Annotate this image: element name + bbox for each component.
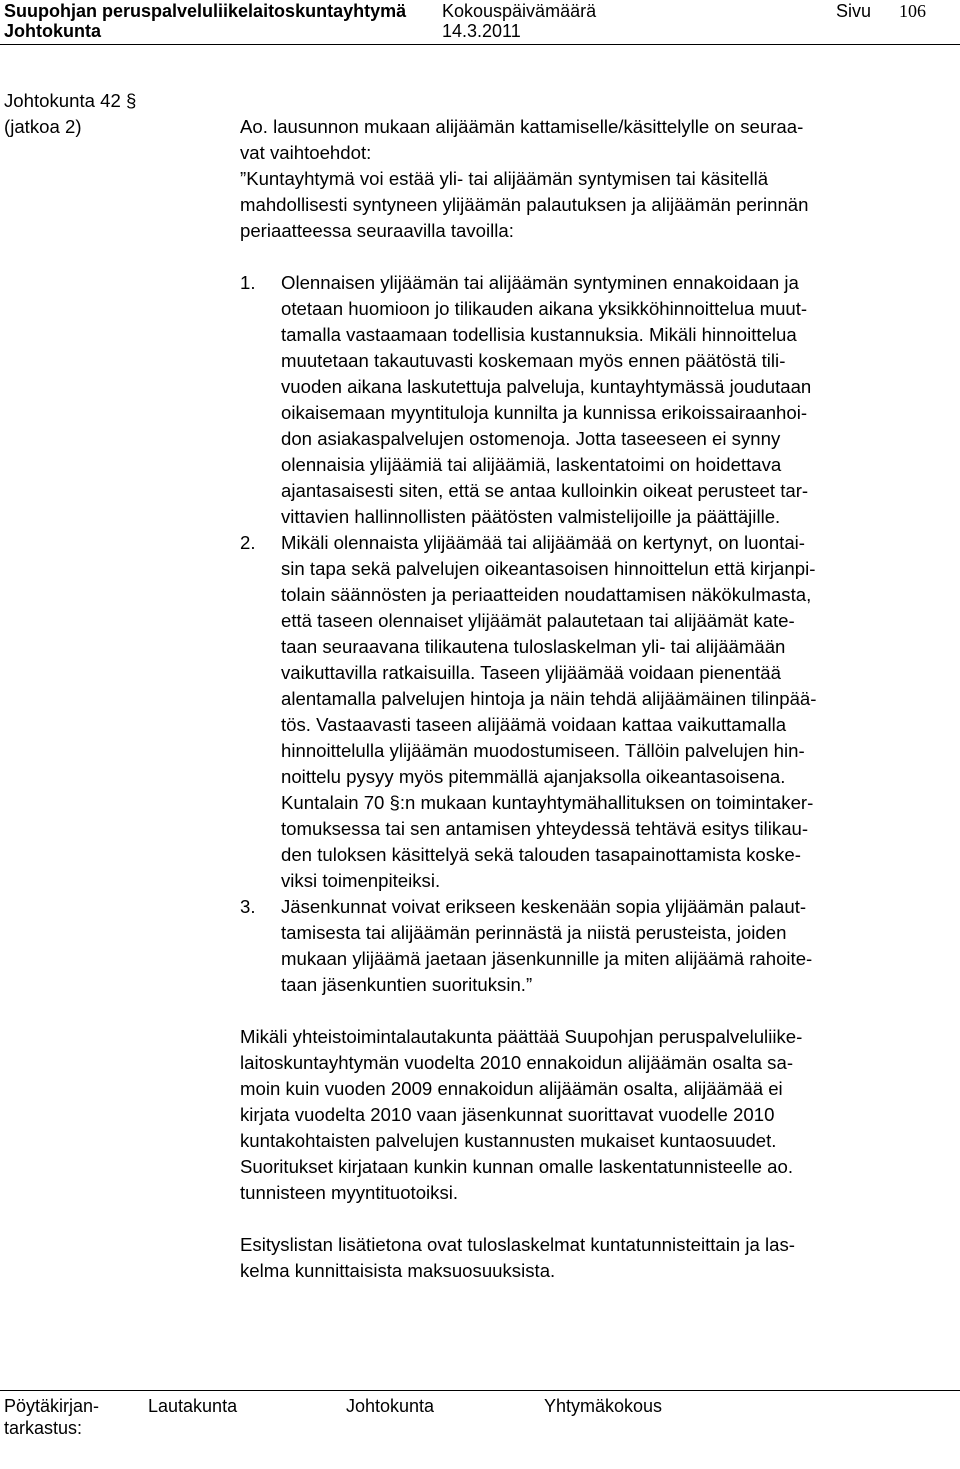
text-line: sin tapa sekä palvelujen oikeantasoisen hinnoittelun että kirjanpi-: [281, 558, 816, 579]
footer-review-label: Pöytäkirjan-: [4, 1396, 100, 1416]
text-line: tolain säännösten ja periaatteiden noudattamisen näkökulmasta,: [281, 584, 812, 605]
text-line: vaikuttavilla ratkaisuilla. Taseen ylijäämää voidaan pienentää: [281, 662, 781, 683]
section-title: Johtokunta 42 §: [4, 90, 137, 111]
text-line: mukaan ylijäämä jaetaan jäsenkunnille ja miten alijäämä rahoite-: [281, 948, 813, 969]
section-continued: (jatkoa 2): [4, 116, 82, 137]
text-line: Suoritukset kirjataan kunkin kunnan omalle laskentatunnisteelle ao.: [240, 1156, 793, 1177]
text-line: Mikäli olennaista ylijäämää tai alijäämää on kertynyt, on luontai-: [281, 532, 805, 553]
text-line: Ao. lausunnon mukaan alijäämän kattamiselle/käsittelylle on seuraa-: [240, 116, 804, 137]
footer-col-johtokunta: Johtokunta: [346, 1396, 435, 1416]
text-line: vuoden aikana laskutettuja palveluja, kuntayhtymässä joudutaan: [281, 376, 812, 397]
text-line: vat vaihtoehdot:: [240, 142, 372, 163]
text-line: taan jäsenkuntien suorituksin.”: [281, 974, 533, 995]
text-line: Mikäli yhteistoimintalautakunta päättää Suupohjan peruspalveluliike-: [240, 1026, 803, 1047]
text-line: moin kuin vuoden 2009 ennakoidun alijäämän osalta, alijäämää ei: [240, 1078, 783, 1099]
header-organization: Suupohjan peruspalveluliikelaitoskuntayhtymä: [4, 1, 407, 21]
text-line: tomuksessa tai sen antamisen yhteydessä tehtävä esitys tilikau-: [281, 818, 809, 839]
text-line: ajantasaisesti siten, että se antaa kulloinkin oikeat perusteet tar-: [281, 480, 809, 501]
list-number: 1.: [240, 272, 256, 293]
text-line: tamisesta tai alijäämän perinnästä ja niistä perusteista, joiden: [281, 922, 787, 943]
list-number: 3.: [240, 896, 256, 917]
text-line: kirjata vuodelta 2010 vaan jäsenkunnat suorittavat vuodelle 2010: [240, 1104, 775, 1125]
text-line: don asiakaspalvelujen ostomenoja. Jotta taseeseen ei synny: [281, 428, 781, 449]
text-line: otetaan huomioon jo tilikauden aikana yksikköhinnoittelua muut-: [281, 298, 808, 319]
text-line: laitoskuntayhtymän vuodelta 2010 ennakoidun alijäämän osalta sa-: [240, 1052, 794, 1073]
footer-rule: [0, 1390, 960, 1391]
text-line: den tuloksen käsittelyä sekä talouden tasapainottamista koske-: [281, 844, 801, 865]
text-line: että taseen olennaiset ylijäämät palautetaan tai alijäämät kate-: [281, 610, 795, 631]
text-line: kelma kunnittaisista maksuosuuksista.: [240, 1260, 556, 1281]
text-line: oikaisemaan myyntituloja kunnilta ja kunnissa erikoissairaanhoi-: [281, 402, 808, 423]
text-line: kuntakohtaisten palvelujen kustannusten mukaiset kuntaosuudet.: [240, 1130, 777, 1151]
header-date: 14.3.2011: [442, 21, 521, 41]
header-date-label: Kokouspäivämäärä: [442, 1, 597, 21]
text-line: viksi toimenpiteiksi.: [281, 870, 441, 891]
text-line: vittavien hallinnollisten päätösten valmistelijoille ja päättäjille.: [281, 506, 781, 527]
text-line: periaatteessa seuraavilla tavoilla:: [240, 220, 514, 241]
header-body: Johtokunta: [4, 21, 101, 41]
text-line: tamalla vastaamaan todellisia kustannuksia. Mikäli hinnoittelua: [281, 324, 797, 345]
footer-review-label-2: tarkastus:: [4, 1418, 83, 1438]
text-line: Kuntalain 70 §:n mukaan kuntayhtymähallituksen on toimintaker-: [281, 792, 814, 813]
text-line: olennaisia ylijäämiä tai alijäämiä, laskentatoimi on hoidettava: [281, 454, 782, 475]
text-line: tunnisteen myyntituotoiksi.: [240, 1182, 459, 1203]
text-line: mahdollisesti syntyneen ylijäämän palautuksen ja alijäämän perinnän: [240, 194, 809, 215]
header-page-number: 106: [899, 1, 926, 21]
text-line: taan seuraavana tilikautena tuloslaskelman yli- tai alijäämään: [281, 636, 786, 657]
footer-col-yhtymakokous: Yhtymäkokous: [544, 1396, 663, 1416]
footer-col-lautakunta: Lautakunta: [148, 1396, 238, 1416]
text-line: Olennaisen ylijäämän tai alijäämän syntyminen ennakoidaan ja: [281, 272, 799, 293]
text-line: Jäsenkunnat voivat erikseen keskenään sopia ylijäämän palaut-: [281, 896, 807, 917]
text-line: tös. Vastaavasti taseen alijäämä voidaan kattaa vaikuttamalla: [281, 714, 787, 735]
text-line: hinnoittelulla ylijäämän muodostumiseen. Tällöin palvelujen hin-: [281, 740, 805, 761]
list-number: 2.: [240, 532, 256, 553]
text-line: alentamalla palvelujen hintoja ja näin tehdä alijäämäinen tilinpää-: [281, 688, 817, 709]
header-rule: [0, 44, 960, 45]
text-line: Esityslistan lisätietona ovat tuloslaskelmat kuntatunnisteittain ja las-: [240, 1234, 795, 1255]
text-line: ”Kuntayhtymä voi estää yli- tai alijäämän syntymisen tai käsitellä: [240, 168, 769, 189]
text-line: noittelu pysyy myös pitemmällä ajanjaksolla oikeantasoisena.: [281, 766, 786, 787]
header-page-label: Sivu: [836, 1, 872, 21]
text-line: muutetaan takautuvasti koskemaan myös ennen päätöstä tili-: [281, 350, 786, 371]
